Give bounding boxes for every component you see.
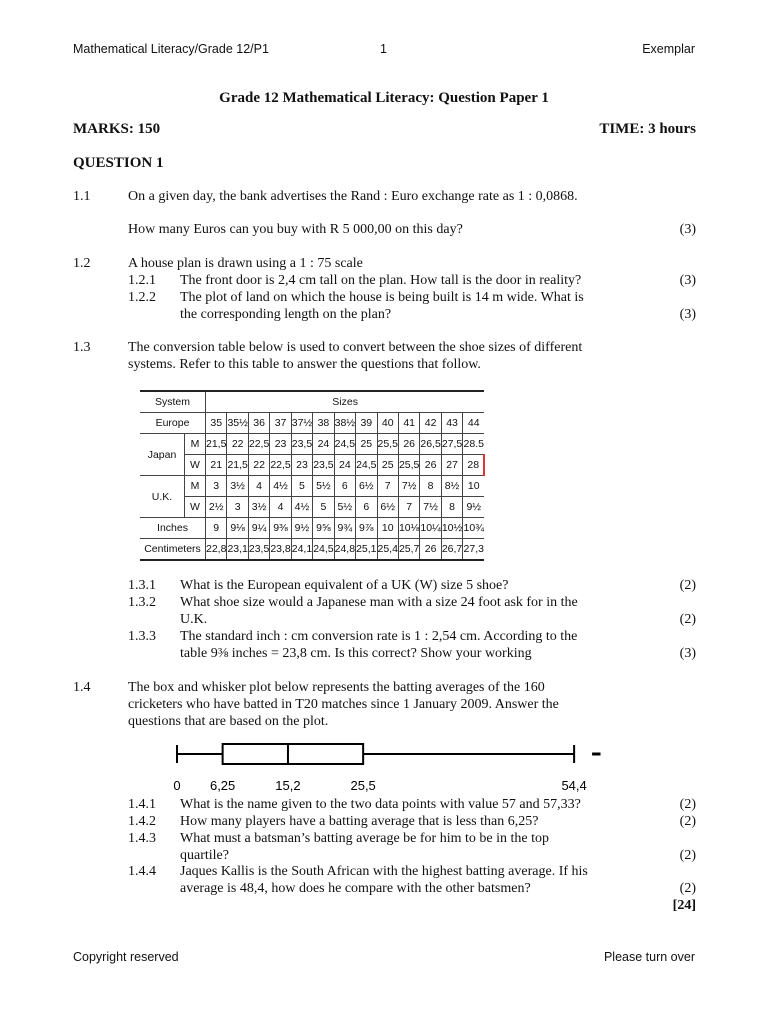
centimeters-cell: 22,8 [206, 539, 227, 561]
uk-w-cell: 6 [356, 497, 377, 518]
japan-w-cell: 24,5 [356, 455, 377, 476]
europe-cell: 39 [356, 413, 377, 434]
centimeters-label: Centimeters [140, 539, 206, 561]
q1-1-line1: On a given day, the bank advertises the Rand : Euro exchange rate as 1 : 0,0868. [128, 189, 578, 204]
europe-cell: 37½ [291, 413, 312, 434]
europe-cell: 35½ [227, 413, 248, 434]
japan-m-cell: 24 [313, 434, 334, 455]
japan-m-label: M [185, 434, 206, 455]
japan-label: Japan [140, 434, 185, 476]
q1-4-2-marks: (2) [679, 814, 696, 829]
inches-cell: 9⅞ [356, 518, 377, 539]
japan-w-cell: 25 [377, 455, 398, 476]
q1-2-2-number: 1.2.2 [128, 290, 156, 305]
japan-w-cell: 23 [291, 455, 312, 476]
q1-2-2-marks: (3) [679, 307, 696, 322]
centimeters-cell: 24,1 [291, 539, 312, 561]
uk-w-label: W [185, 497, 206, 518]
uk-w-cell: 2½ [206, 497, 227, 518]
q1-2-1-text: The front door is 2,4 cm tall on the plan. How tall is the door in reality? [180, 273, 582, 288]
sizes-header: Sizes [206, 391, 485, 413]
q1-4-3-number: 1.4.3 [128, 831, 156, 846]
inches-cell: 10 [377, 518, 398, 539]
japan-w-label: W [185, 455, 206, 476]
q1-1-marks: (3) [679, 222, 696, 237]
centimeters-cell: 25,4 [377, 539, 398, 561]
time-label: TIME: 3 hours [599, 121, 696, 137]
q1-3-line1: The conversion table below is used to convert between the shoe sizes of different [128, 340, 583, 355]
uk-label: U.K. [140, 476, 185, 518]
iqr-box [223, 744, 364, 764]
japan-w-cell: 27 [441, 455, 462, 476]
q1-2-intro: A house plan is drawn using a 1 : 75 scale [128, 256, 363, 271]
uk-m-cell: 5½ [313, 476, 334, 497]
q1-3-3-marks: (3) [679, 646, 696, 661]
europe-cell: 36 [248, 413, 269, 434]
europe-cell: 35 [206, 413, 227, 434]
japan-w-cell: 22,5 [270, 455, 291, 476]
q1-3-1-text: What is the European equivalent of a UK (W) size 5 shoe? [180, 578, 509, 593]
uk-w-row [140, 497, 484, 518]
q1-4-3-line1: What must a batsman’s batting average be for him to be in the top [180, 831, 549, 846]
europe-cell: 40 [377, 413, 398, 434]
q1-3-2-line2: U.K. [180, 612, 208, 627]
q1-2-2-line2: the corresponding length on the plan? [180, 307, 392, 322]
inches-cell: 9⅜ [270, 518, 291, 539]
japan-m-cell: 26 [398, 434, 419, 455]
japan-w-cell: 21,5 [227, 455, 248, 476]
inches-cell: 9¼ [248, 518, 269, 539]
uk-w-cell: 7½ [420, 497, 441, 518]
japan-m-cell: 25 [356, 434, 377, 455]
tick-label: 54,4 [561, 778, 587, 793]
uk-m-cell: 3 [206, 476, 227, 497]
header-left: Mathematical Literacy/Grade 12/P1 [73, 42, 269, 56]
uk-w-cell: 9½ [463, 497, 485, 518]
q1-2-1-marks: (3) [679, 273, 696, 288]
q1-4-4-line2: average is 48,4, how does he compare with the other batsmen? [180, 881, 531, 896]
japan-m-cell: 28.5 [463, 434, 485, 455]
japan-m-cell: 23 [270, 434, 291, 455]
q1-4-1-number: 1.4.1 [128, 797, 156, 812]
q1-3-line2: systems. Refer to this table to answer the questions that follow. [128, 357, 481, 372]
centimeters-row [140, 539, 484, 561]
q1-4-1-marks: (2) [679, 797, 696, 812]
paper-title: Grade 12 Mathematical Literacy: Question Paper 1 [219, 90, 549, 106]
q1-4-line1: The box and whisker plot below represents the batting averages of the 160 [128, 680, 545, 695]
q1-2-2-line1: The plot of land on which the house is being built is 14 m wide. What is [180, 290, 584, 305]
uk-m-cell: 4½ [270, 476, 291, 497]
q1-4-number: 1.4 [73, 680, 91, 695]
europe-cell: 44 [463, 413, 485, 434]
uk-w-cell: 3½ [248, 497, 269, 518]
centimeters-cell: 25,1 [356, 539, 377, 561]
europe-cell: 43 [441, 413, 462, 434]
inches-cell: 10½ [441, 518, 462, 539]
footer-copyright: Copyright reserved [73, 950, 179, 964]
europe-cell: 37 [270, 413, 291, 434]
uk-w-cell: 3 [227, 497, 248, 518]
japan-m-cell: 23,5 [291, 434, 312, 455]
japan-w-row [140, 455, 484, 476]
question-heading: QUESTION 1 [73, 155, 164, 171]
japan-w-cell: 22 [248, 455, 269, 476]
centimeters-cell: 24,8 [334, 539, 355, 561]
uk-m-cell: 10 [463, 476, 485, 497]
uk-m-cell: 6½ [356, 476, 377, 497]
inches-cell: 10⅛ [398, 518, 419, 539]
q1-4-2-number: 1.4.2 [128, 814, 156, 829]
uk-w-cell: 5 [313, 497, 334, 518]
uk-m-cell: 7 [377, 476, 398, 497]
q1-4-line2: cricketers who have batted in T20 matches since 1 January 2009. Answer the [128, 697, 559, 712]
japan-m-row [140, 434, 484, 455]
marks-label: MARKS: 150 [73, 121, 161, 137]
q1-1-number: 1.1 [73, 189, 91, 204]
inches-cell: 9½ [291, 518, 312, 539]
japan-m-cell: 25,5 [377, 434, 398, 455]
uk-w-cell: 7 [398, 497, 419, 518]
q1-2-1-number: 1.2.1 [128, 273, 156, 288]
uk-w-cell: 4 [270, 497, 291, 518]
inches-label: Inches [140, 518, 206, 539]
japan-w-cell: 21 [206, 455, 227, 476]
uk-m-cell: 7½ [398, 476, 419, 497]
header-right: Exemplar [642, 42, 695, 56]
inches-cell: 10¾ [463, 518, 485, 539]
centimeters-cell: 26,7 [441, 539, 462, 561]
centimeters-cell: 25,7 [398, 539, 419, 561]
uk-w-cell: 5½ [334, 497, 355, 518]
japan-m-cell: 27,5 [441, 434, 462, 455]
uk-m-cell: 6 [334, 476, 355, 497]
japan-m-cell: 26,5 [420, 434, 441, 455]
uk-m-row [140, 476, 484, 497]
japan-m-cell: 21,5 [206, 434, 227, 455]
tick-label: 0 [173, 778, 181, 793]
japan-w-cell: 25,5 [398, 455, 419, 476]
centimeters-cell: 27,3 [463, 539, 485, 561]
question-total: [24] [672, 898, 696, 913]
japan-w-cell: 26 [420, 455, 441, 476]
inches-cell: 9 [206, 518, 227, 539]
uk-m-cell: 5 [291, 476, 312, 497]
tick-label: 15,2 [275, 778, 301, 793]
uk-w-cell: 6½ [377, 497, 398, 518]
europe-cell: 38½ [334, 413, 355, 434]
q1-3-3-line1: The standard inch : cm conversion rate is 1 : 2,54 cm. According to the [180, 629, 578, 644]
inches-row [140, 518, 484, 539]
centimeters-cell: 23,5 [248, 539, 269, 561]
page-number: 1 [380, 42, 387, 56]
q1-4-4-marks: (2) [679, 881, 696, 896]
q1-3-2-marks: (2) [679, 612, 696, 627]
q1-3-1-number: 1.3.1 [128, 578, 156, 593]
inches-cell: 9⅛ [227, 518, 248, 539]
centimeters-cell: 23,8 [270, 539, 291, 561]
europe-cell: 38 [313, 413, 334, 434]
outlier-point [595, 753, 601, 756]
europe-label: Europe [140, 413, 206, 434]
uk-m-cell: 8 [420, 476, 441, 497]
box-whisker-plot [165, 738, 615, 796]
q1-4-line3: questions that are based on the plot. [128, 714, 329, 729]
japan-w-cell: 24 [334, 455, 355, 476]
japan-m-cell: 22 [227, 434, 248, 455]
centimeters-cell: 24,5 [313, 539, 334, 561]
q1-1-line2: How many Euros can you buy with R 5 000,00 on this day? [128, 222, 463, 237]
tick-label: 6,25 [209, 778, 236, 793]
inches-cell: 9⅝ [313, 518, 334, 539]
europe-row [140, 413, 484, 434]
centimeters-cell: 23,1 [227, 539, 248, 561]
uk-m-cell: 8½ [441, 476, 462, 497]
q1-4-4-line1: Jaques Kallis is the South African with the highest batting average. If his [180, 864, 588, 879]
uk-m-cell: 3½ [227, 476, 248, 497]
system-header: System [140, 391, 206, 413]
q1-3-2-number: 1.3.2 [128, 595, 156, 610]
uk-m-cell: 4 [248, 476, 269, 497]
inches-cell: 10¼ [420, 518, 441, 539]
q1-3-3-line2: table 9⅜ inches = 23,8 cm. Is this correct? Show your working [180, 646, 532, 661]
q1-4-4-number: 1.4.4 [128, 864, 156, 879]
japan-w-cell: 23,5 [313, 455, 334, 476]
uk-w-cell: 4½ [291, 497, 312, 518]
japan-m-cell: 24,5 [334, 434, 355, 455]
japan-m-cell: 22,5 [248, 434, 269, 455]
q1-4-1-text: What is the name given to the two data points with value 57 and 57,33? [180, 797, 581, 812]
q1-4-2-text: How many players have a batting average that is less than 6,25? [180, 814, 539, 829]
q1-3-2-line1: What shoe size would a Japanese man with a size 24 foot ask for in the [180, 595, 578, 610]
uk-m-label: M [185, 476, 206, 497]
q1-3-1-marks: (2) [679, 578, 696, 593]
q1-4-3-marks: (2) [679, 848, 696, 863]
uk-w-cell: 8 [441, 497, 462, 518]
tick-label: 25,5 [350, 778, 376, 793]
centimeters-cell: 26 [420, 539, 441, 561]
europe-cell: 42 [420, 413, 441, 434]
q1-3-number: 1.3 [73, 340, 91, 355]
europe-cell: 41 [398, 413, 419, 434]
q1-4-3-line2: quartile? [180, 848, 229, 863]
inches-cell: 9¾ [334, 518, 355, 539]
q1-2-number: 1.2 [73, 256, 91, 271]
japan-w-cell: 28 [463, 455, 485, 476]
q1-3-3-number: 1.3.3 [128, 629, 156, 644]
shoe-size-table [140, 390, 485, 561]
footer-turn-over: Please turn over [603, 950, 695, 964]
